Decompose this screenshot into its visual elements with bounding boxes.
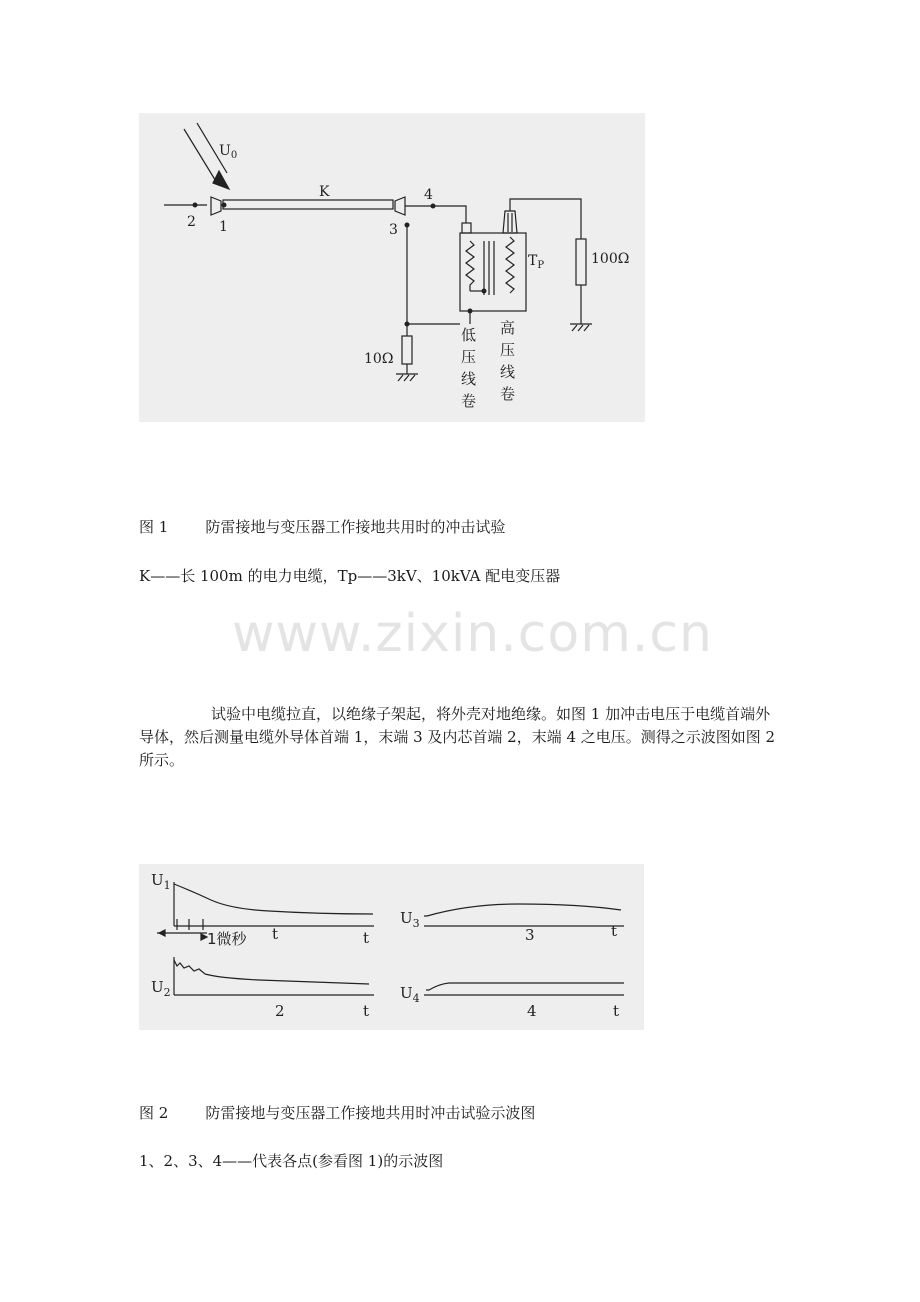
panel-2-number: 2 [275,1002,285,1020]
body-paragraph: 试验中电缆拉直，以绝缘子架起，将外壳对地绝缘。如图 1 加冲击电压于电缆首端外导体，然后测量电缆外导体首端 1，末端 3 及内芯首端 2，末端 4 之电压。测得之示波图如图 2 所示。 [139,705,776,769]
tank-dot [468,309,473,314]
cable-k [223,200,393,209]
impulse-line-a [184,129,217,183]
panel-4-number: 4 [527,1002,537,1020]
resistor-10ohm [402,336,412,364]
figure-2-title: 防雷接地与变压器工作接地共用时冲击试验示波图 [205,1104,536,1122]
ground-left-hatch2 [404,375,409,381]
junction-dot [405,322,410,327]
ground-right-hatch3 [584,325,589,331]
high-winding-char-3: 线 [500,363,516,381]
scale-label-1us: 1微秒 [207,930,247,948]
ground-left-hatch3 [410,375,415,381]
oscillogram-svg [139,864,644,1030]
figure-2-caption [139,1103,535,1123]
watermark: www.zixin.com.cn [232,604,713,664]
u2-t-label: t [363,1002,370,1020]
u1-t-label-b: t [363,929,370,947]
high-winding-char-4: 卷 [500,385,516,403]
left-cable-terminal [211,197,221,215]
scale-arrow-left-icon [159,930,165,936]
figure-2-number: 图 2 [139,1104,169,1122]
circuit-svg [139,113,645,422]
panel-3-number: 3 [525,926,535,944]
node-2-dot [193,203,198,208]
wire-node4 [405,206,466,223]
resistor-100ohm [576,239,586,285]
low-voltage-winding-coil [466,241,474,291]
figure-1-caption [139,517,505,537]
u3-t-label: t [611,922,618,940]
label-node-4: 4 [424,187,433,203]
label-u3: $U_3$ [400,909,420,930]
figure-1-note: K——长 100m 的电力电缆，Tp——3kV、10kVA 配电变压器 [139,567,561,585]
label-u1: $U_1$ [151,871,171,892]
high-winding-char-2: 压 [500,341,516,359]
node-3-dot [405,223,410,228]
label-node-1: 1 [219,219,228,235]
u1-waveform [174,884,373,914]
high-voltage-bushing [503,211,517,233]
label-tp: $T_P$ [528,253,545,271]
label-10-ohm: 10Ω [364,351,394,367]
low-voltage-bushing [462,223,471,233]
u4-waveform [426,983,624,990]
figure-2-oscillograms [139,864,644,1030]
wire-node3 [407,225,460,324]
low-winding-char-1: 低 [461,326,477,344]
u1-t-label-a: t [272,925,279,943]
high-voltage-winding-coil [506,237,514,293]
u4-t-label: t [613,1002,620,1020]
impulse-arrow-icon [213,171,229,189]
label-node-3: 3 [389,222,398,238]
high-voltage-winding-label [500,319,515,403]
label-u0: $U_0$ [219,143,238,161]
label-k: K [319,184,330,200]
low-voltage-winding-label [461,326,476,410]
figure-2-note: 1、2、3、4——代表各点(参看图 1)的示波图 [139,1152,444,1170]
label-u2: $U_2$ [151,978,171,999]
right-cable-terminal [395,197,405,215]
low-winding-char-2: 压 [461,348,477,366]
tap-dot [482,289,487,294]
label-100-ohm: 100Ω [591,251,630,267]
figure-1-circuit-diagram [139,113,645,422]
figure-1-title: 防雷接地与变压器工作接地共用时的冲击试验 [205,518,506,536]
low-winding-char-4: 卷 [461,392,477,410]
label-u4: $U_4$ [400,984,420,1005]
node-1-dot [222,203,227,208]
ground-right-hatch1 [572,325,577,331]
ground-left-hatch1 [398,375,403,381]
u3-waveform [424,904,621,916]
low-winding-char-3: 线 [461,370,477,388]
u2-waveform [174,960,369,984]
label-node-2: 2 [187,214,196,230]
high-winding-char-1: 高 [500,319,516,337]
ground-right-hatch2 [578,325,583,331]
figure-1-number: 图 1 [139,518,169,536]
node-4-dot [431,204,436,209]
